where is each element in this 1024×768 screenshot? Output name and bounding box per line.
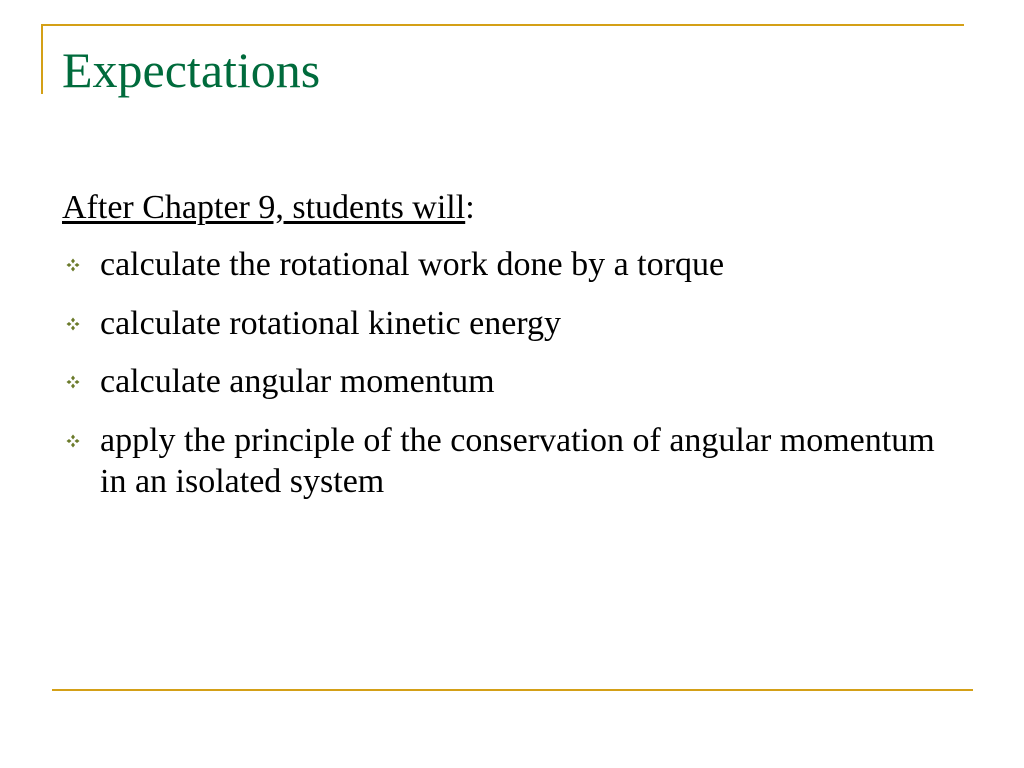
list-item — [62, 304, 962, 345]
bullet-list — [62, 245, 962, 503]
bullet-text: apply the principle of the conservation of angular momentum in an isolated system — [100, 422, 935, 500]
slide-body — [62, 188, 962, 521]
intro-underlined-text: After Chapter 9, students will — [62, 189, 466, 226]
intro-line — [62, 188, 962, 229]
intro-suffix: : — [465, 189, 475, 226]
title-frame-top-rule — [41, 24, 964, 26]
bullet-text: calculate rotational kinetic energy — [100, 304, 561, 342]
four-diamond-bullet-icon — [66, 317, 80, 331]
bullet-text: calculate the rotational work done by a torque — [100, 245, 725, 283]
four-diamond-bullet-icon — [66, 258, 80, 272]
title-frame-left-rule — [41, 24, 43, 94]
slide-title: Expectations — [62, 42, 321, 98]
list-item — [62, 421, 962, 503]
bullet-text: calculate angular momentum — [100, 363, 495, 401]
four-diamond-bullet-icon — [66, 375, 80, 389]
footer-rule — [52, 689, 973, 691]
list-item — [62, 362, 962, 403]
four-diamond-bullet-icon — [66, 434, 80, 448]
list-item — [62, 245, 962, 286]
